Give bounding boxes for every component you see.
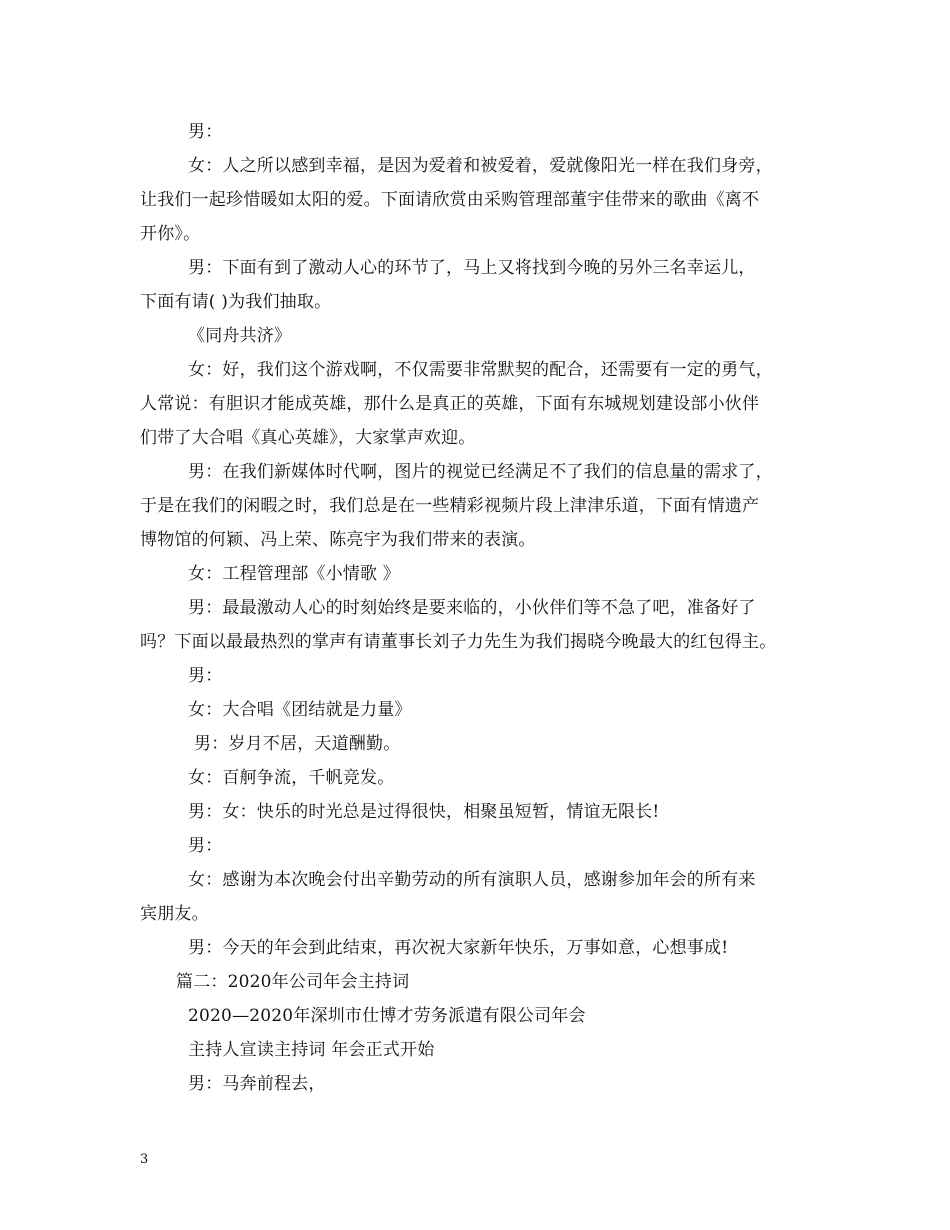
text-line: 们带了大合唱《真心英雄》，大家掌声欢迎。: [140, 428, 476, 448]
text-line: 女：好，我们这个游戏啊，不仅需要非常默契的配合，还需要有一定的勇气，: [188, 360, 773, 380]
text-line: 女：感谢为本次晚会付出辛勤劳动的所有演职人员，感谢参加年会的所有来: [188, 870, 756, 890]
text-line: 男：: [188, 122, 223, 142]
text-line: 男：: [188, 666, 223, 686]
text-line: 下面有请( )为我们抽取。: [140, 292, 332, 312]
text-line: 女：百舸争流，千帆竞发。: [188, 768, 395, 788]
text-line: 女：工程管理部《小情歌 》: [188, 564, 401, 584]
text-line: 主持人宣读主持词 年会正式开始: [188, 1040, 435, 1060]
text-line: 男：女：快乐的时光总是过得很快，相聚虽短暂，情谊无限长!: [188, 802, 660, 822]
text-line: 《同舟共济》: [188, 326, 292, 346]
text-line: 男：: [188, 836, 223, 856]
text-line: 男：今天的年会到此结束，再次祝大家新年快乐，万事如意，心想事成!: [188, 938, 729, 958]
text-line: 2020—2020年深圳市仕博才劳务派遣有限公司年会: [188, 1006, 586, 1026]
text-line: 宾朋友。: [140, 904, 209, 924]
text-line: 开你》。: [140, 224, 201, 244]
text-line: 男：岁月不居，天道酬勤。: [194, 734, 401, 754]
text-line: 男：最最激动人心的时刻始终是要来临的，小伙伴们等不急了吧，准备好了: [188, 598, 756, 618]
text-line: 女：人之所以感到幸福，是因为爱着和被爱着，爱就像阳光一样在我们身旁，: [188, 156, 773, 176]
text-line: 博物馆的何颖、冯上荣、陈亮宇为我们带来的表演。: [140, 530, 536, 550]
text-line: 吗？下面以最最热烈的掌声有请董事长刘子力先生为我们揭晓今晚最大的红包得主。: [140, 632, 777, 652]
text-line: 女：大合唱《团结就是力量》: [188, 700, 412, 720]
section-heading: 篇二：2020年公司年会主持词: [176, 972, 410, 992]
page-number: 3: [140, 1152, 149, 1167]
text-line: 男：在我们新媒体时代啊，图片的视觉已经满足不了我们的信息量的需求了，: [188, 462, 773, 482]
text-line: 男：马奔前程去，: [188, 1074, 326, 1094]
text-line: 人常说：有胆识才能成英雄，那什么是真正的英雄，下面有东城规划建设部小伙伴: [140, 394, 760, 414]
text-line: 于是在我们的闲暇之时，我们总是在一些精彩视频片段上津津乐道，下面有情遗产: [140, 496, 760, 516]
text-line: 让我们一起珍惜暖如太阳的爱。下面请欣赏由采购管理部董宇佳带来的歌曲《离不: [140, 190, 760, 210]
text-line: 男：下面有到了激动人心的环节了，马上又将找到今晚的另外三名幸运儿，: [188, 258, 756, 278]
